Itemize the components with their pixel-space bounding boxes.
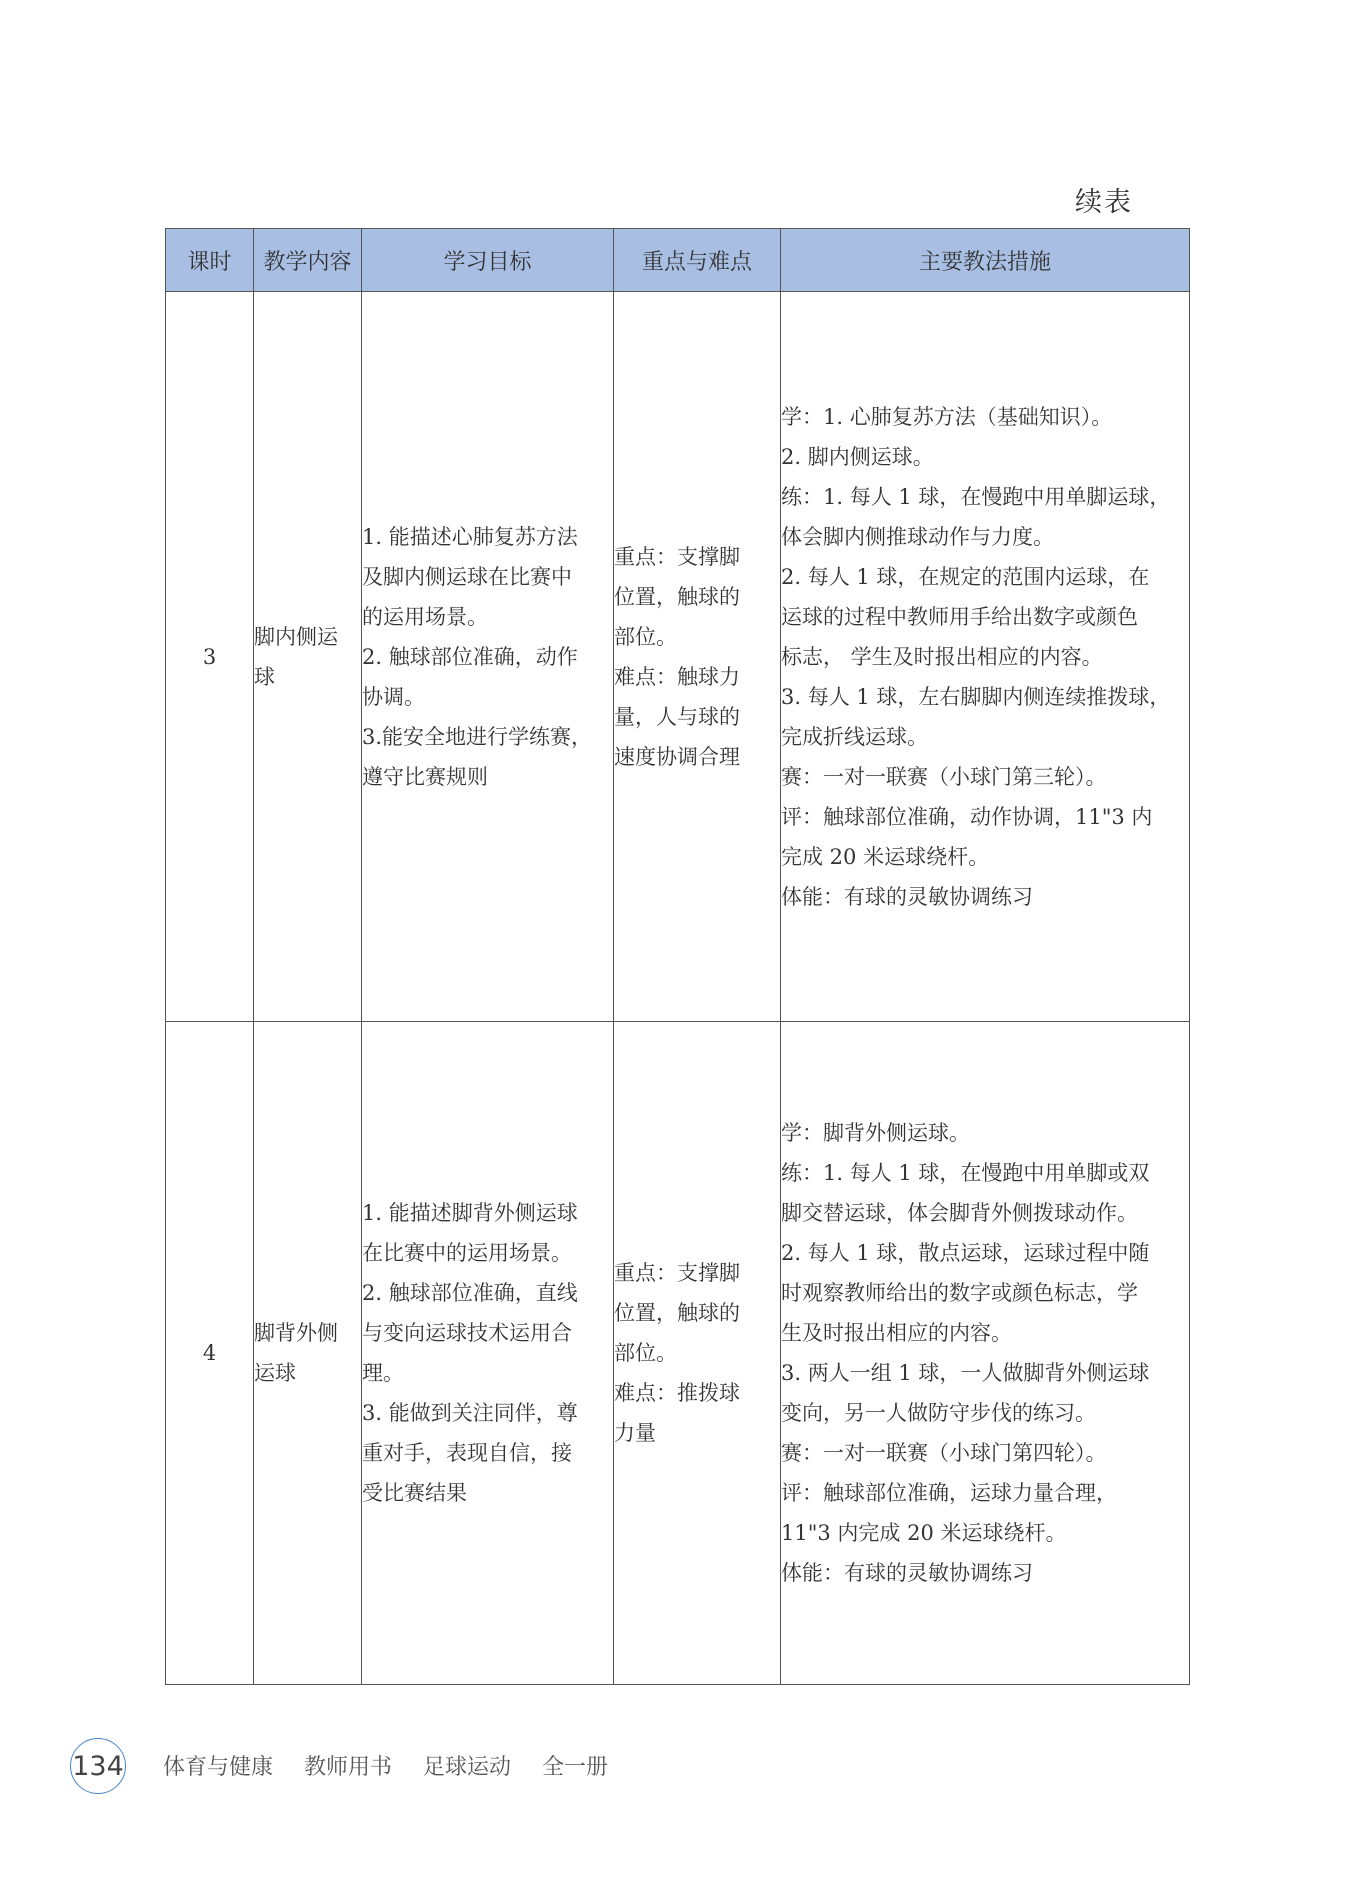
goal-line: 的运用场景。 — [362, 604, 488, 629]
goal-line: 重对手，表现自信，接 — [362, 1441, 572, 1465]
goal-line: 理。 — [362, 1361, 404, 1385]
key-point-line: 位置，触球的 — [614, 584, 740, 609]
key-point-line: 重点：支撑脚 — [614, 544, 740, 569]
table-header-row — [166, 229, 1190, 292]
key-point-line: 位置，触球的 — [614, 1301, 740, 1325]
method-line: 评：触球部位准确，动作协调，11"3 内 — [781, 804, 1153, 829]
footer-book-info — [163, 1750, 632, 1781]
page-number: 134 — [70, 1738, 126, 1794]
goal-line: 3.能安全地进行学练赛， — [362, 724, 593, 749]
goal-line: 受比赛结果 — [362, 1481, 467, 1505]
lesson-plan-table — [165, 228, 1190, 1685]
header-goals: 学习目标 — [362, 229, 614, 292]
goal-line: 与变向运球技术运用合 — [362, 1321, 572, 1345]
key-point-line: 难点：触球力 — [614, 664, 740, 689]
learning-goals — [362, 292, 614, 1022]
goal-line: 1. 能描述心肺复苏方法 — [362, 524, 578, 549]
method-line: 时观察教师给出的数字或颜色标志，学 — [781, 1281, 1138, 1305]
volume-label: 全一册 — [542, 1755, 609, 1780]
method-line: 学：1. 心肺复苏方法（基础知识）。 — [781, 404, 1113, 429]
header-key-points: 重点与难点 — [614, 229, 781, 292]
content-line: 运球 — [254, 1361, 296, 1385]
method-line: 生及时报出相应的内容。 — [781, 1321, 1012, 1345]
method-line: 2. 每人 1 球，在规定的范围内运球，在 — [781, 564, 1150, 589]
method-line: 变向，另一人做防守步伐的练习。 — [781, 1401, 1096, 1425]
header-content: 教学内容 — [254, 229, 362, 292]
goal-line: 2. 触球部位准确，动作 — [362, 644, 578, 669]
method-line: 11"3 内完成 20 米运球绕杆。 — [781, 1521, 1067, 1545]
key-points — [614, 1022, 781, 1685]
key-point-line: 力量 — [614, 1421, 656, 1445]
header-methods: 主要教法措施 — [781, 229, 1190, 292]
goal-line: 2. 触球部位准确，直线 — [362, 1281, 578, 1305]
method-line: 脚交替运球，体会脚背外侧拨球动作。 — [781, 1201, 1138, 1225]
header-lesson: 课时 — [166, 229, 254, 292]
key-point-line: 部位。 — [614, 624, 677, 649]
method-line: 体会脚内侧推球动作与力度。 — [781, 524, 1054, 549]
key-point-line: 速度协调合理 — [614, 744, 740, 769]
goal-line: 协调。 — [362, 684, 425, 709]
method-line: 2. 脚内侧运球。 — [781, 444, 934, 469]
table-row — [166, 1022, 1190, 1685]
content-line: 脚内侧运 — [254, 624, 338, 649]
key-point-line: 部位。 — [614, 1341, 677, 1365]
goal-line: 1. 能描述脚背外侧运球 — [362, 1201, 578, 1225]
method-line: 体能：有球的灵敏协调练习 — [781, 884, 1033, 909]
goal-line: 在比赛中的运用场景。 — [362, 1241, 572, 1265]
goal-line: 遵守比赛规则 — [362, 764, 488, 789]
content-line: 球 — [254, 664, 275, 689]
method-line: 体能：有球的灵敏协调练习 — [781, 1561, 1033, 1585]
learning-goals — [362, 1022, 614, 1685]
continued-label: 续表 — [1075, 187, 1133, 218]
method-line: 完成折线运球。 — [781, 724, 928, 749]
teaching-content — [254, 1022, 362, 1685]
goal-line: 及脚内侧运球在比赛中 — [362, 564, 572, 589]
book-type: 教师用书 — [304, 1755, 393, 1780]
method-line: 3. 两人一组 1 球，一人做脚背外侧运球 — [781, 1361, 1150, 1385]
teaching-methods — [781, 1022, 1190, 1685]
volume-topic: 足球运动 — [423, 1755, 512, 1780]
content-line: 脚背外侧 — [254, 1321, 338, 1345]
book-title: 体育与健康 — [163, 1755, 274, 1780]
method-line: 3. 每人 1 球，左右脚脚内侧连续推拨球， — [781, 684, 1171, 709]
key-points — [614, 292, 781, 1022]
table-row — [166, 292, 1190, 1022]
lesson-number: 3 — [166, 292, 254, 1022]
lesson-number: 4 — [166, 1022, 254, 1685]
key-point-line: 量，人与球的 — [614, 704, 740, 729]
method-line: 完成 20 米运球绕杆。 — [781, 844, 990, 869]
method-line: 练：1. 每人 1 球，在慢跑中用单脚运球， — [781, 484, 1171, 509]
teaching-content — [254, 292, 362, 1022]
teaching-methods — [781, 292, 1190, 1022]
key-point-line: 重点：支撑脚 — [614, 1261, 740, 1285]
method-line: 赛：一对一联赛（小球门第三轮）。 — [781, 764, 1107, 789]
method-line: 学：脚背外侧运球。 — [781, 1121, 970, 1145]
goal-line: 3. 能做到关注同伴，尊 — [362, 1401, 578, 1425]
method-line: 评：触球部位准确，运球力量合理， — [781, 1481, 1117, 1505]
method-line: 练：1. 每人 1 球，在慢跑中用单脚或双 — [781, 1161, 1150, 1185]
method-line: 赛：一对一联赛（小球门第四轮）。 — [781, 1441, 1107, 1465]
method-line: 2. 每人 1 球，散点运球，运球过程中随 — [781, 1241, 1150, 1265]
method-line: 运球的过程中教师用手给出数字或颜色 — [781, 604, 1138, 629]
method-line: 标志， 学生及时报出相应的内容。 — [781, 644, 1103, 669]
key-point-line: 难点：推拨球 — [614, 1381, 740, 1405]
